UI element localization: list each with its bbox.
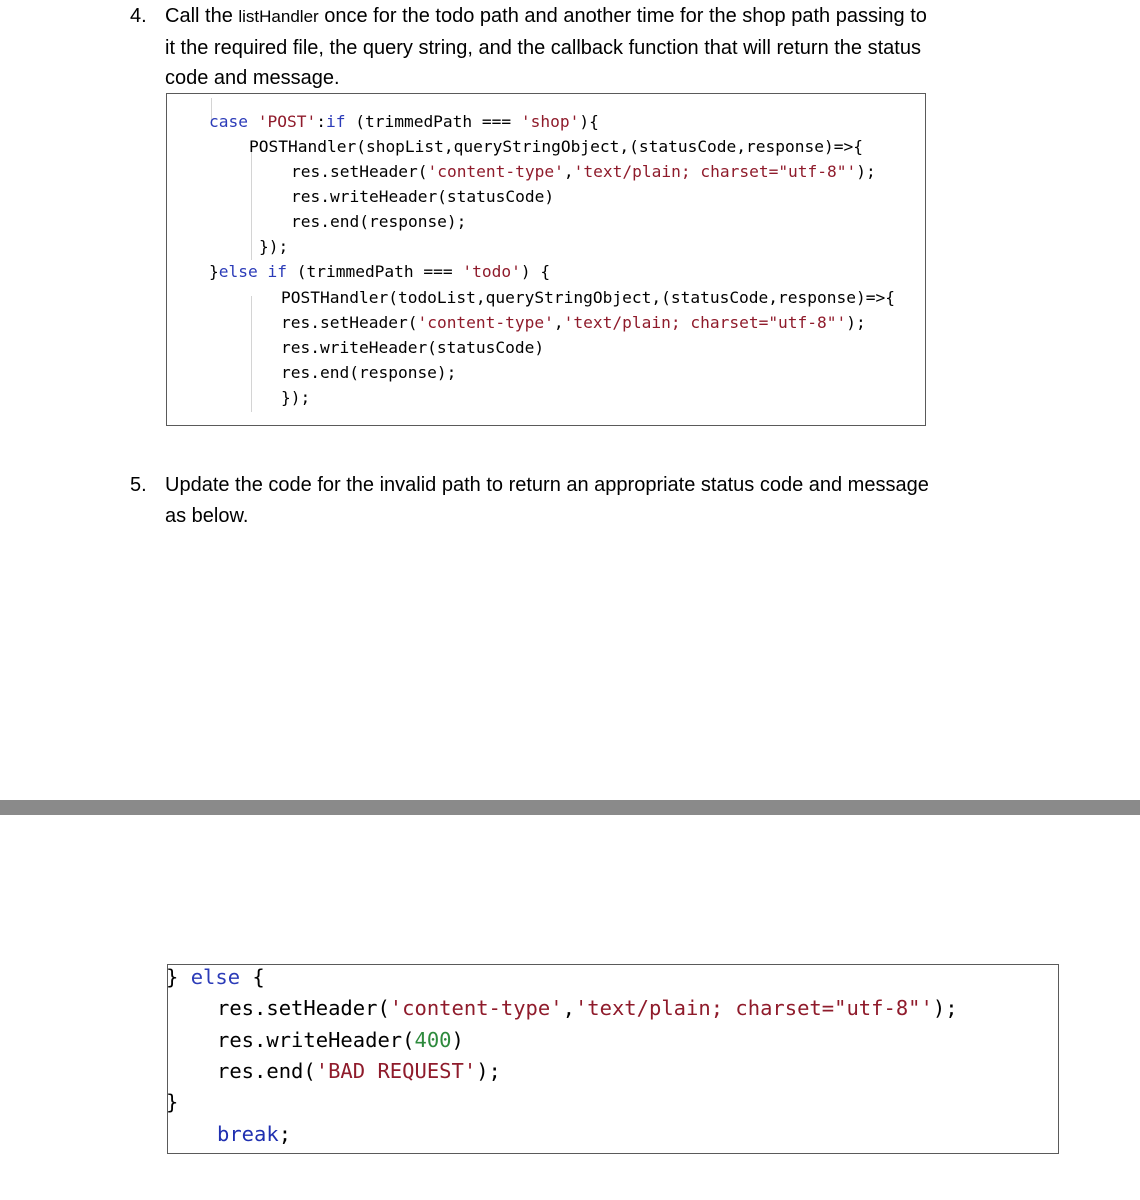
code-token: res.end(	[217, 1059, 316, 1083]
code-token: );	[476, 1059, 501, 1083]
code-token: res.end(response);	[291, 212, 467, 231]
step-5	[130, 470, 1130, 531]
code-line	[209, 259, 550, 284]
code-line	[281, 335, 544, 360]
code-line	[281, 360, 456, 385]
code-line	[209, 109, 599, 134]
code-token: ,	[553, 313, 564, 332]
code-token: res.writeHeader(	[217, 1028, 415, 1052]
code-token: ){	[579, 112, 599, 131]
code-token: res.setHeader(	[281, 313, 418, 332]
code-line	[249, 134, 863, 159]
code-line	[217, 993, 958, 1024]
code-token: 'todo'	[462, 262, 521, 281]
code-block-post-handlers	[166, 93, 926, 426]
code-token: ,	[562, 996, 575, 1020]
code-token: else if	[218, 262, 297, 281]
code-token: break	[217, 1122, 279, 1146]
code-line	[166, 1087, 178, 1118]
step-text: Update the code for the invalid path to return an appropriate status code and message as below.	[165, 474, 929, 527]
page-separator	[0, 800, 1140, 815]
code-token: if	[325, 112, 356, 131]
code-token: }	[166, 965, 191, 989]
code-token: res.setHeader(	[291, 162, 428, 181]
code-token: );	[932, 996, 958, 1020]
code-token: else	[190, 965, 253, 989]
code-token: 'content-type'	[427, 162, 564, 181]
code-token: 'content-type'	[417, 313, 554, 332]
code-line	[281, 285, 895, 310]
code-line	[166, 962, 265, 993]
code-token: (statusCode,response)=>{	[629, 137, 863, 156]
code-token: res.writeHeader(statusCode)	[281, 338, 545, 357]
code-token: res.setHeader(	[217, 996, 390, 1020]
code-token: 400	[414, 1028, 452, 1052]
code-token: (trimmedPath ===	[355, 112, 521, 131]
code-token: 'text/plain; charset="utf-8"'	[563, 313, 847, 332]
code-token: 'text/plain; charset="utf-8"'	[574, 996, 933, 1020]
indent-guide	[251, 144, 252, 260]
code-token: case	[209, 112, 258, 131]
code-token: 'content-type'	[389, 996, 563, 1020]
step-number: 4.	[130, 5, 147, 27]
code-token: 'BAD REQUEST'	[315, 1059, 477, 1083]
code-token: 'shop'	[520, 112, 580, 131]
step-text	[165, 1, 1130, 94]
code-token: ,	[563, 162, 574, 181]
code-token: );	[846, 313, 866, 332]
code-line	[259, 234, 288, 259]
code-token: (statusCode,response)=>{	[661, 288, 895, 307]
code-token: );	[856, 162, 876, 181]
code-token: ;	[278, 1122, 292, 1146]
step-text-before: Call the	[165, 5, 239, 27]
code-token: )	[451, 1028, 464, 1052]
step-number: 5.	[130, 474, 147, 496]
code-line	[281, 385, 310, 410]
code-line	[291, 159, 876, 184]
indent-guide	[251, 296, 252, 412]
code-token: });	[259, 237, 289, 256]
code-line	[281, 310, 866, 335]
code-line	[291, 184, 554, 209]
code-token: });	[281, 388, 311, 407]
code-token: :	[316, 112, 326, 131]
code-token: ) {	[520, 262, 551, 281]
code-line	[291, 209, 466, 234]
code-token: 'POST'	[257, 112, 317, 131]
code-token: POSTHandler(todoList,queryStringObject,	[281, 288, 662, 307]
code-token: }	[166, 1090, 179, 1114]
code-token: {	[252, 965, 265, 989]
code-token: res.writeHeader(statusCode)	[291, 187, 555, 206]
code-token: }	[209, 262, 219, 281]
code-token: POSTHandler(shopList,queryStringObject,	[249, 137, 630, 156]
code-token: res.end(response);	[281, 363, 457, 382]
code-line	[217, 1056, 501, 1087]
code-line	[217, 1025, 464, 1056]
step-text-after: once for the todo path and another time for the shop path passing to it the required file, the query string, and the callback function that will return the status code and message.	[165, 5, 927, 89]
step-4	[130, 1, 1130, 94]
code-token: 'text/plain; charset="utf-8"'	[573, 162, 857, 181]
code-line	[217, 1119, 291, 1150]
handler-name: listHandler	[238, 7, 319, 26]
code-token: (trimmedPath ===	[296, 262, 463, 281]
code-block-invalid-path	[167, 964, 1059, 1154]
